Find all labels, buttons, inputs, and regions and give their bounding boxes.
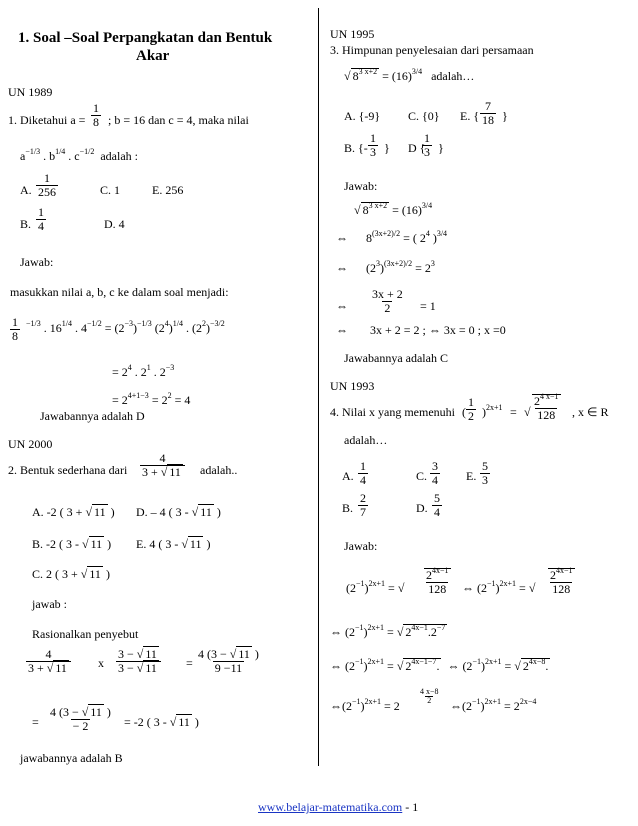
- w3-right-rad-base: 2: [522, 659, 529, 673]
- r-frac3-num-rad: 11: [238, 647, 250, 661]
- s1-sup: 3 x+2: [368, 201, 388, 210]
- q1-option-b-den: 4: [38, 218, 44, 233]
- q4-tail: , x ∈ R: [572, 405, 609, 419]
- q2-option-e-end: ): [206, 537, 211, 551]
- footer: [258, 800, 418, 815]
- q2-option-d-rad: 11: [200, 505, 212, 519]
- q2-option-a-end: ): [110, 505, 115, 519]
- footer-link[interactable]: www.belajar-matematika.com: [258, 800, 403, 814]
- step3-part3: = 4: [174, 393, 191, 407]
- rasionalkan-text: Rasionalkan penyebut: [32, 627, 139, 641]
- w3-eq: =: [387, 659, 394, 673]
- q4-option-e-den: 3: [482, 472, 488, 487]
- w4-right-eq: = 2: [504, 699, 520, 713]
- q2-option-a: A. -2 ( 3 + √ 11 ): [32, 505, 115, 519]
- r-frac2-num-text: 3 −: [118, 647, 134, 661]
- q1-option-a-frac: [36, 172, 58, 198]
- r-frac3-num: 4 (3 − √ 11 ): [198, 647, 259, 661]
- q1-text: 1. Diketahui a =: [8, 113, 86, 127]
- q4-option-a-den: 4: [360, 472, 366, 487]
- r2-result-text: = -2 ( 3 -: [124, 715, 167, 729]
- s3-base: (2: [366, 261, 376, 275]
- w1-rad-frac: [424, 568, 451, 595]
- q1-option-a-label: A.: [20, 183, 32, 197]
- w2-rad-sup: 4x−1: [411, 623, 428, 632]
- q1-option-b-label: B.: [20, 217, 32, 231]
- w4-mid: ): [360, 699, 365, 713]
- w1-right-rad-num-base: 2: [550, 568, 556, 582]
- q2-option-d-text: D. – 4 ( 3 -: [136, 505, 189, 519]
- w4-exp-num: 4 x−8: [420, 687, 439, 696]
- q2-fraction: [140, 452, 185, 478]
- q3-option-d-end: }: [438, 141, 444, 155]
- q3-expr-sup: 3 x+2: [358, 67, 378, 76]
- w2-sup: −1: [355, 623, 364, 632]
- s2-end: ): [432, 231, 437, 245]
- q4-option-a: A.: [342, 469, 354, 483]
- r-equals: =: [186, 656, 193, 670]
- r-frac2: [116, 648, 161, 674]
- q4-paren-open: (: [462, 405, 466, 419]
- step1-part1: . 16: [43, 321, 62, 335]
- s2-base: 8: [366, 231, 372, 245]
- w1-rad-num-base: 2: [426, 568, 432, 582]
- q2-option-c-rad: 11: [89, 567, 101, 581]
- step2-expr: = $2^4$ . $2^1$ . $2^{-3}$: [112, 363, 175, 379]
- w1-eq: =: [388, 581, 395, 595]
- q1-rest: ; b = 16 dan c = 4, maka nilai: [108, 113, 249, 127]
- q4-option-c: C.: [416, 469, 428, 483]
- q2-option-d: D. – 4 ( 3 - √ 11 ): [136, 505, 221, 519]
- q3-option-d-frac: [422, 132, 432, 158]
- q3-option-b-den: 3: [370, 144, 376, 159]
- r-frac3-den: 9 −11: [214, 660, 243, 675]
- q3-expression: √ $8^{3 x+2} = (16)^{3/4}$ adalah…: [344, 67, 475, 83]
- step1-part6: ): [168, 321, 173, 335]
- q4-option-b-den: 7: [360, 504, 366, 519]
- q1-option-c: C. 1: [100, 183, 121, 197]
- q3-option-d-num: 1: [424, 131, 430, 145]
- q1-a-fraction: [91, 102, 101, 128]
- q2-option-e-rad: 11: [189, 537, 202, 551]
- w4-right-mid: ): [480, 699, 485, 713]
- s4-arrow: ⇔: [336, 299, 348, 313]
- q3-expr-base: 8: [352, 69, 359, 83]
- q1-option-b-num: 1: [38, 205, 44, 219]
- r-times: x: [98, 656, 104, 670]
- r-frac3: [196, 648, 261, 674]
- w3-right-sup: −1: [472, 657, 481, 666]
- s4-den: 2: [384, 300, 391, 315]
- q4-rad-num: [532, 392, 561, 408]
- w2-rad-sup2: −7: [436, 623, 446, 632]
- r-frac3-num-end: ): [254, 647, 259, 661]
- step1-part7: . (2: [185, 321, 202, 335]
- q2-option-b-text: B. -2 ( 3 -: [32, 537, 79, 551]
- w1-left: $(2^{-1})^{2x+1}$ = √: [346, 579, 405, 595]
- q4-adalah: adalah…: [344, 433, 388, 447]
- w3-right-rad-sup: 4x−8: [528, 657, 546, 666]
- q3-option-e-frac: [480, 100, 496, 126]
- w3-sup2: 2x+1: [367, 657, 385, 666]
- step1-frac: [10, 316, 20, 342]
- w4-right-sup3: 2x−4: [519, 697, 537, 706]
- q1-expr-tail: adalah :: [100, 149, 139, 163]
- w3-arrow2: ⇔: [447, 659, 460, 673]
- w1-right-sup: −1: [487, 579, 496, 588]
- w4-base: (2: [342, 699, 352, 713]
- r2-frac: [48, 706, 113, 732]
- s4-eq: = 1: [420, 299, 436, 313]
- w4-right-sup: −1: [472, 697, 481, 706]
- q2-text: 2. Bentuk sederhana dari: [8, 463, 128, 477]
- r-frac2-num-rad: 11: [145, 647, 157, 661]
- q1-a-num: 1: [93, 101, 99, 115]
- q4-option-d-frac: [432, 492, 442, 518]
- q3-option-b-frac: [368, 132, 378, 158]
- s1-eq: = (16): [392, 203, 422, 217]
- q1-expression: $a^{-1/3}$ . $b^{1/4}$ . $c^{-1/2}$ adalah :: [20, 147, 139, 163]
- q4-paren-close: )$^{2x+1}$: [482, 403, 503, 419]
- q3-option-a: A. {-9}: [344, 109, 381, 123]
- step2-part2: . 2: [134, 365, 147, 379]
- w2-line: ⇔ $(2^{-1})^{2x+1}$ = √ $2^{4x-1}.2^{-7}$: [330, 623, 446, 639]
- q4-option-a-num: 1: [360, 459, 366, 473]
- q1-option-e: E. 256: [152, 183, 184, 197]
- w4-arrow2: ⇔: [450, 699, 462, 713]
- r2-frac-den: − 2: [72, 718, 89, 733]
- w1-rad-den: 128: [428, 581, 447, 596]
- q3-expr-eq: = (16): [382, 69, 412, 83]
- r2-frac-num: 4 (3 − √ 11 ): [50, 705, 111, 719]
- q3-option-c: C. {0}: [408, 109, 440, 123]
- q3-option-b-end: }: [384, 141, 390, 155]
- s3-expr: $(2^3)^{(3x+2)/2} = 2^3$: [366, 259, 435, 275]
- w1-mid: ): [364, 581, 369, 595]
- heading-un1989: UN 1989: [8, 85, 53, 99]
- q1-a-den: 8: [93, 114, 99, 129]
- q4-rad-num-sup: 4 x−1: [540, 392, 559, 401]
- step3-expr: = $2^{4+1-3} = 2^2 = 4$: [112, 391, 191, 407]
- q4-option-c-num: 3: [432, 459, 438, 473]
- q3-text: 3. Himpunan penyelesaian dari persamaan: [330, 43, 534, 57]
- s3-arrow: ⇔: [336, 261, 348, 275]
- step1-part4: ): [132, 321, 137, 335]
- q2-option-d-end: ): [216, 505, 221, 519]
- s4-num: 3x + 2: [372, 287, 403, 301]
- w1-right-rad-num-sup: 4x−1: [556, 566, 573, 575]
- q4-text: 4. Nilai x yang memenuhi: [330, 405, 455, 419]
- q1-option-a-den: 256: [38, 184, 56, 199]
- q3-option-e-end: }: [502, 109, 508, 123]
- page-number: - 1: [405, 800, 419, 814]
- w3-sup: −1: [355, 657, 364, 666]
- q4-rad-den: 128: [537, 407, 556, 422]
- q4-option-d: D.: [416, 501, 428, 515]
- q4-option-d-den: 4: [434, 504, 440, 519]
- q3-option-d: D {: [408, 141, 426, 155]
- w2-eq: =: [387, 625, 394, 639]
- w3-line: ⇔ $(2^{-1})^{2x+1}$ = √ $2^{4x-1-7}$. ⇔ $(2^{-1})^{2x+1}$ = √ $2^{4x-8}$.: [330, 657, 549, 673]
- s2-expr: $8^{(3x+2)/2}$ = ( $2^4$ )$^{3/4}$: [366, 229, 448, 245]
- jawab1-text: masukkan nilai a, b, c ke dalam soal menjadi:: [10, 285, 229, 299]
- step1-part3: = (2: [104, 321, 125, 335]
- s2-eq: = ( 2: [403, 231, 426, 245]
- w1-sup: −1: [356, 579, 365, 588]
- q4-option-b-frac: [358, 492, 368, 518]
- column-divider: [318, 8, 319, 766]
- q3-option-b: B. {-: [344, 141, 368, 155]
- q4-frac-num: 1: [468, 395, 474, 409]
- r-frac1-den-rad: 11: [55, 660, 67, 675]
- q2-option-c-text: C. 2 ( 3 +: [32, 567, 78, 581]
- s1-expr: √ $8^{3 x+2} = (16)^{3/4}$: [354, 201, 433, 217]
- w4-eq: = 2: [384, 699, 400, 713]
- q2-option-c-end: ): [105, 567, 110, 581]
- q4-option-d-num: 5: [434, 491, 440, 505]
- w2-arrow: ⇔: [330, 625, 342, 639]
- w1-right-sup2: 2x+1: [499, 579, 517, 588]
- q1-expr-a: a: [20, 149, 26, 163]
- w4-right-sup2: 2x+1: [484, 697, 502, 706]
- step1-part8: ): [205, 321, 210, 335]
- q4-option-c-frac: [430, 460, 440, 486]
- r-frac2-num: 3 − √ 11: [118, 647, 157, 661]
- w4-line: [330, 697, 400, 714]
- q4-option-c-den: 4: [432, 472, 438, 487]
- w4-sup: −1: [352, 697, 361, 706]
- q4-eq: =: [510, 405, 517, 419]
- r2-frac-num-rad: 11: [90, 705, 102, 719]
- s2-arrow: ⇔: [336, 231, 348, 245]
- heading-un1993: UN 1993: [330, 379, 375, 393]
- q2-num: 4: [159, 451, 166, 465]
- step2-part3: . 2: [153, 365, 166, 379]
- jawab2-label: jawab :: [32, 597, 67, 611]
- q4-frac: [466, 396, 476, 422]
- q2-option-b-rad: 11: [90, 537, 103, 551]
- r2-result-end: ): [194, 715, 199, 729]
- w1-arrow: ⇔: [462, 581, 474, 595]
- q4-option-a-frac: [358, 460, 368, 486]
- q3-option-e: [460, 110, 479, 124]
- s3-end: ): [380, 261, 384, 275]
- w3-right-sup2: 2x+1: [484, 657, 502, 666]
- w3-arrow: ⇔: [330, 659, 342, 673]
- q2-den-text: 3 +: [142, 464, 158, 479]
- r-frac3-num-text: 4 (3 −: [198, 647, 227, 661]
- q3-option-b-num: 1: [370, 131, 376, 145]
- s3-eq: = 2: [415, 261, 431, 275]
- title-line2: Akar: [136, 48, 170, 64]
- q4-option-e-num: 5: [482, 459, 488, 473]
- s4-frac: [370, 288, 405, 314]
- heading-un1995: UN 1995: [330, 27, 375, 41]
- q4-rad-num-base: 2: [534, 394, 540, 408]
- title-line1: 1. Soal –Soal Perpangkatan dan Bentuk: [18, 30, 273, 46]
- w1-right-rad-num: [548, 566, 575, 582]
- r2-equals: =: [32, 715, 39, 729]
- q3-option-e-text: E. {: [460, 109, 480, 123]
- q1-expr-b: . b: [43, 149, 56, 163]
- q2-option-a-rad: 11: [94, 505, 106, 519]
- w4-arrow: ⇔: [330, 699, 342, 713]
- r-frac1: [26, 648, 71, 674]
- q4-frac-den: 2: [468, 408, 474, 423]
- w4-sup2: 2x+1: [364, 697, 382, 706]
- w1-rad-num: [424, 566, 451, 582]
- jawab4-label: Jawab:: [344, 539, 378, 553]
- r2-result-rad: 11: [178, 715, 190, 729]
- q3-option-e-num: 7: [485, 99, 491, 113]
- heading-un2000: UN 2000: [8, 437, 53, 451]
- w3-right-eq: =: [504, 659, 512, 673]
- step2-part1: = 2: [112, 365, 128, 379]
- r-frac2-den-rad: 11: [145, 660, 157, 675]
- r2-result: = -2 ( 3 - √ 11 ): [124, 715, 199, 729]
- answer1: Jawabannya adalah D: [40, 409, 145, 423]
- q2-option-e: E. 4 ( 3 - √ 11 ): [136, 537, 211, 551]
- w3-rad-base: 2: [405, 659, 412, 673]
- w2-sup2: 2x+1: [367, 623, 385, 632]
- step1-frac-num: 1: [12, 315, 18, 329]
- q1-expr-c: . c: [68, 149, 80, 163]
- r-frac2-den-text: 3 −: [118, 660, 134, 675]
- r-frac1-den-text: 3 +: [28, 660, 44, 675]
- w4-exp-den: 2: [427, 696, 432, 706]
- q4-option-e: E.: [466, 469, 477, 483]
- r-frac2-den: 3 − √ 11: [116, 661, 161, 675]
- w1-right-rad-den: 128: [552, 581, 571, 596]
- q3-option-d-den: 3: [424, 144, 430, 159]
- w3-right-mid: ): [480, 659, 485, 673]
- w4-exp-frac: [418, 688, 441, 706]
- q1-option-b-frac: [36, 206, 46, 232]
- w1-sup2: 2x+1: [368, 579, 386, 588]
- w1-rad-num-sup: 4x−1: [432, 566, 449, 575]
- q2-option-b: B. -2 ( 3 - √ 11 ): [32, 537, 112, 551]
- q2-option-c: C. 2 ( 3 + √ 11 ): [32, 567, 110, 581]
- w2-rad-tail: .2: [427, 625, 437, 639]
- q1-option-d: D. 4: [104, 217, 125, 231]
- q3-tail: adalah…: [431, 69, 475, 83]
- q4-sup: 2x+1: [486, 403, 503, 412]
- q4-option-e-frac: [480, 460, 490, 486]
- w2-mid: ): [363, 625, 368, 639]
- w1-base: (2: [346, 581, 356, 595]
- q3-option-e-den: 18: [482, 112, 494, 127]
- step1-expr: $^{-1/3}$ . $16^{1/4}$ . $4^{-1/2} = (2^{-3})^{-1/3}$ $(2^4)^{1/4}$ . $(2^2)^{-3/2}$: [26, 319, 225, 335]
- jawab1-label: Jawab:: [20, 255, 54, 269]
- step3-part1: = 2: [112, 393, 128, 407]
- w3-base: (2: [345, 659, 355, 673]
- answer2: jawabannya adalah B: [20, 751, 123, 765]
- q1-option-a-num: 1: [44, 171, 50, 185]
- w2-base: (2: [345, 625, 355, 639]
- q4-option-b-num: 2: [360, 491, 366, 505]
- r-frac1-num: 4: [45, 647, 52, 661]
- s5-text: 3x + 2 = 2 ; ⇔ 3x = 0 ; x =0: [370, 323, 506, 337]
- r2-frac-num-text: 4 (3 −: [50, 705, 79, 719]
- q2-tail: adalah..: [200, 463, 238, 477]
- w1-right-mid: ): [495, 581, 500, 595]
- step1-frac-den: 8: [12, 328, 18, 343]
- q2-option-a-text: A. -2 ( 3 +: [32, 505, 83, 519]
- w2-rad-base: 2: [405, 625, 412, 639]
- jawab3-label: Jawab:: [344, 179, 378, 193]
- step3-part2: = 2: [151, 393, 168, 407]
- w3-right-base: (2: [462, 659, 473, 673]
- q2-den: 3 + √ 11: [140, 465, 185, 479]
- w1-right-rad-frac: [548, 568, 575, 595]
- w3-mid: ): [363, 659, 368, 673]
- r2-frac-num-end: ): [106, 705, 111, 719]
- w1-right-base: (2: [477, 581, 487, 595]
- q2-option-e-text: E. 4 ( 3 -: [136, 537, 179, 551]
- answer3: Jawabannya adalah C: [344, 351, 448, 365]
- w1-right-eq: =: [519, 581, 526, 595]
- w4-right: [450, 697, 537, 714]
- q2-den-rad: 11: [169, 464, 181, 479]
- q4-rad-frac: [532, 394, 561, 421]
- step1-part2: . 4: [74, 321, 87, 335]
- q4-option-b: B.: [342, 501, 354, 515]
- w4-right-base: (2: [462, 699, 472, 713]
- s5-arrow: ⇔: [336, 323, 348, 337]
- w1-right: ⇔ $(2^{-1})^{2x+1}$ = √: [462, 579, 536, 595]
- step1-part5: (2: [154, 321, 165, 335]
- r-frac1-den: 3 + √ 11: [26, 661, 71, 675]
- q2-option-b-end: ): [107, 537, 112, 551]
- s1-base: 8: [362, 203, 369, 217]
- q4-radical: √: [524, 405, 531, 419]
- w3-rad-sup: 4x−1−7: [411, 657, 437, 666]
